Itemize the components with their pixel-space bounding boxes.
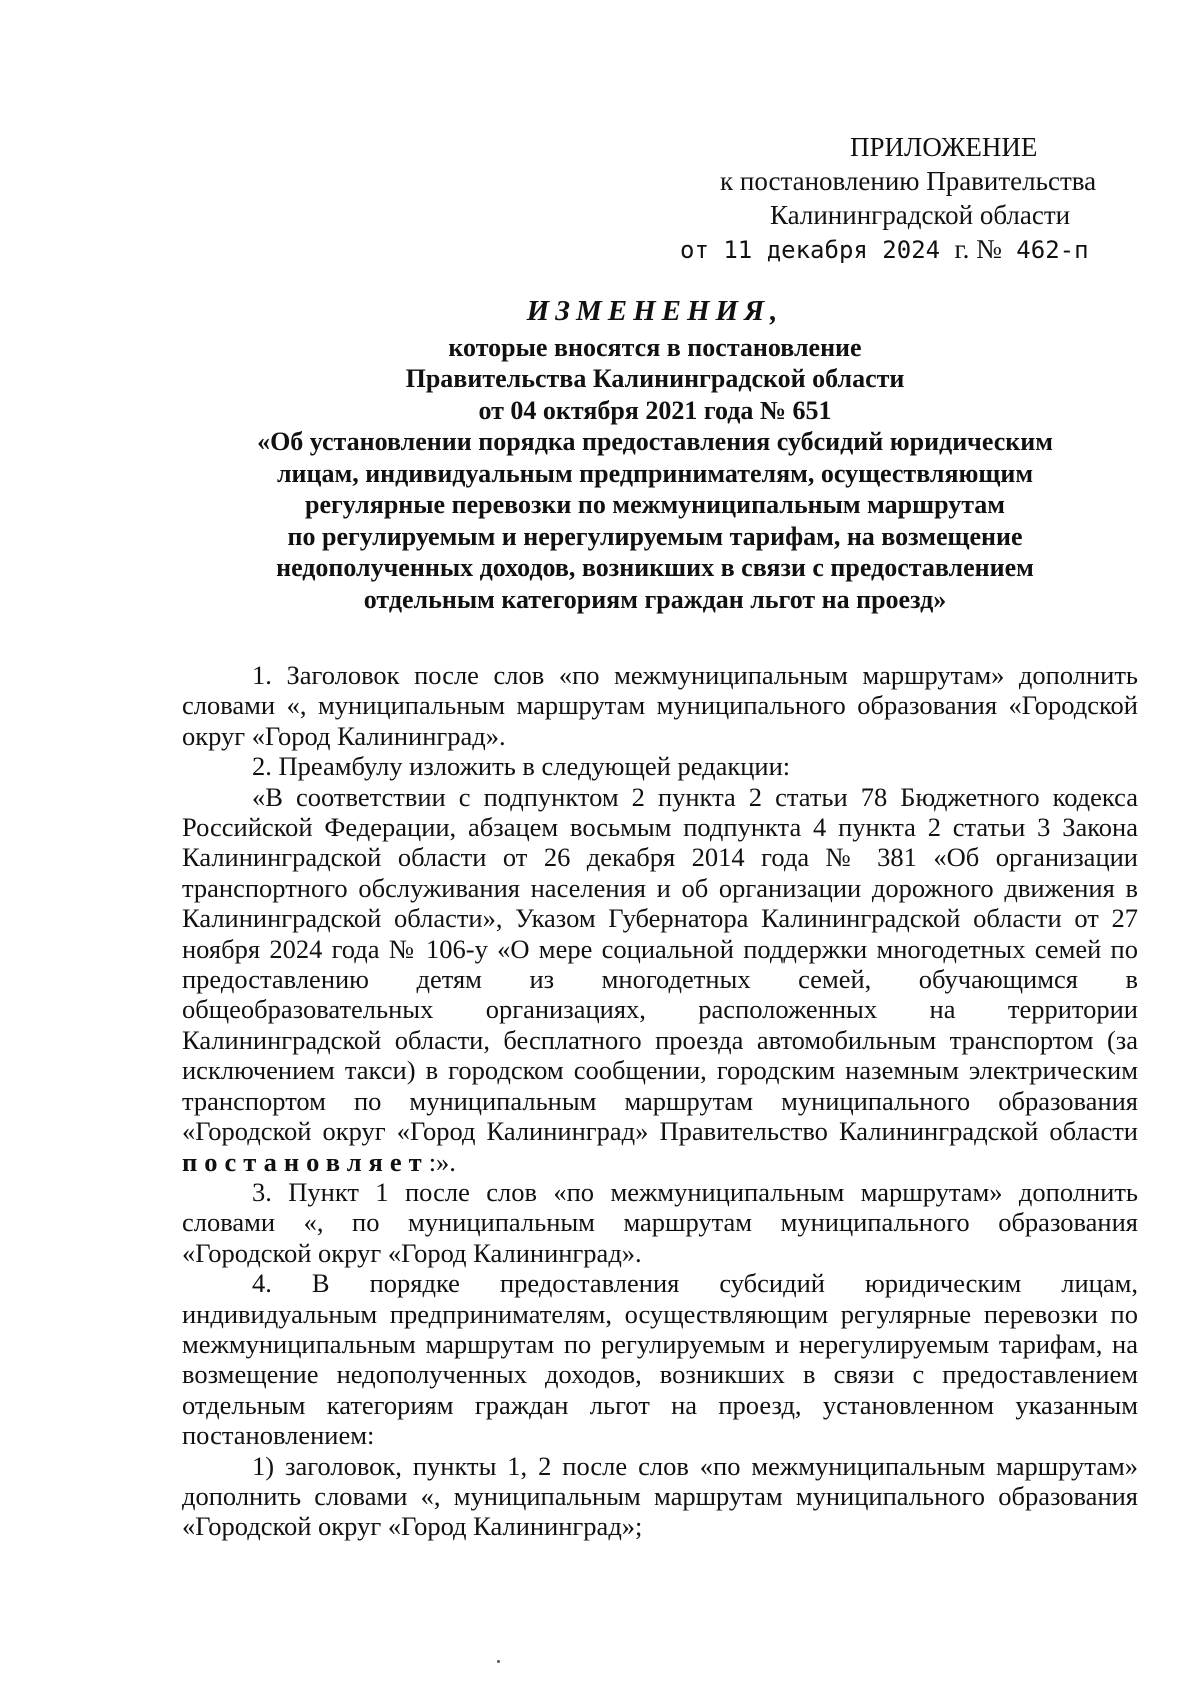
appendix-number: 462-п xyxy=(1016,236,1089,264)
appendix-line-2: Калининградской области xyxy=(770,200,1071,230)
appendix-title: ПРИЛОЖЕНИЕ xyxy=(850,132,1038,162)
appendix-line-1: к постановлению Правительства xyxy=(720,166,1097,196)
heading-line: регулярные перевозки по межмуниципальным маршрутам xyxy=(305,490,1005,519)
paragraph-5: 4. В порядке предоставления субсидий юридическим лицам, индивидуальным предпринимателям, осуществляющим регулярные перевозки по межмуниципальным маршрутам по регулируемым и нерегулируемым тарифам, на возмещение недополученных доходов, возникших в связи с предоставлением отдельным категориям граждан льгот на проезд, установленном указанным постановлением: xyxy=(182,1268,1138,1451)
heading-line: от 04 октября 2021 года № 651 xyxy=(478,395,832,425)
heading-line: недополученных доходов, возникших в связи с предоставлением xyxy=(276,553,1034,582)
heading-line: которые вносятся в постановление xyxy=(448,332,862,362)
heading-title: ИЗМЕНЕНИЯ, xyxy=(526,295,784,327)
heading-line: по регулируемым и нерегулируемым тарифам, на возмещение xyxy=(287,521,1023,551)
appendix-date: от 11 декабря 2024 xyxy=(680,236,941,264)
heading-line: лицам, индивидуальным предпринимателям, осуществляющим xyxy=(276,458,1034,488)
paragraph-3-decree-word: постановляет xyxy=(182,1146,429,1177)
paragraph-4: 3. Пункт 1 после слов «по межмуниципальным маршрутам» дополнить словами «, по муниципальным маршрутам муниципального образования «Городской округ «Город Калининград». xyxy=(182,1176,1138,1268)
document-heading xyxy=(170,296,1140,615)
paragraph-6: 1) заголовок, пункты 1, 2 после слов «по межмуниципальным маршрутам» дополнить словами «, муниципальным маршрутам муниципального образования «Городской округ «Город Калининград»; xyxy=(182,1450,1138,1542)
heading-line: Правительства Калининградской области xyxy=(405,364,905,393)
paragraph-1: 1. Заголовок после слов «по межмуниципальным маршрутам» дополнить словами «, муниципальным маршрутам муниципального образования «Городской округ «Город Калининград». xyxy=(182,660,1138,751)
paragraph-2: 2. Преамбулу изложить в следующей редакции: xyxy=(252,751,791,782)
scan-dot xyxy=(497,1660,500,1663)
appendix-date-line xyxy=(680,232,1150,267)
paragraph-3-text: «В соответствии с подпунктом 2 пункта 2 статьи 78 Бюджетного кодекса Российской Федерации, абзацем восьмым подпункта 4 пункта 2 статьи 3 Закона Калининградской области от 26 декабря 2014 года № 381 «Об организации транспортного обслуживания населения и об организации дорожного движения в Калининградской области», Указом Губернатора Калининградской области от 27 ноября 2024 года № 106-у «О мере социальной поддержки многодетных семей по предоставлению детям из многодетных семей, обучающимся в общеобразовательных организациях, расположенных на территории Калининградской области, бесплатного проезда автомобильным транспортом (за исключением такси) в городском сообщении, городским наземным электрическим транспортом по муниципальным маршрутам муниципального образования «Городской округ «Город Калининград» Правительство Калининградской области xyxy=(182,781,1138,1147)
heading-line: «Об установлении порядка предоставления субсидий юридическим xyxy=(257,427,1053,456)
appendix-header xyxy=(680,130,1150,267)
document-body xyxy=(182,660,1138,1542)
heading-line: отдельным категориям граждан льгот на проезд» xyxy=(363,584,947,614)
paragraph-3-end: :». xyxy=(428,1146,456,1177)
appendix-date-mid: г. № xyxy=(954,234,1002,264)
paragraph-3 xyxy=(182,782,1138,1177)
